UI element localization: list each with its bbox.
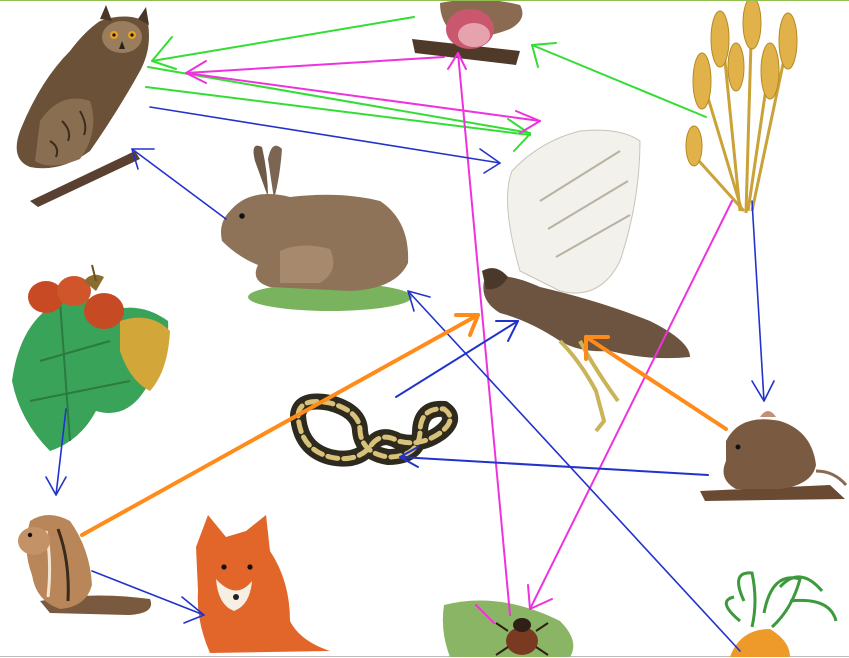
fox-icon <box>196 515 330 653</box>
owl-icon <box>17 5 149 207</box>
songbird-icon <box>412 1 522 65</box>
arrow-green <box>532 43 706 117</box>
snake-icon <box>298 402 450 459</box>
arrow-blue <box>752 201 774 401</box>
arrow-blue <box>132 149 226 219</box>
arrow-magenta <box>448 53 510 615</box>
arrow-blue <box>150 107 500 173</box>
carrot-icon <box>726 573 836 657</box>
beetle-icon <box>443 601 573 657</box>
arrow-blue <box>400 447 708 475</box>
chipmunk-icon <box>18 515 151 615</box>
food-web-canvas <box>0 1 849 658</box>
arrow-blue <box>396 321 518 397</box>
rabbit-icon <box>221 146 412 311</box>
wheat-icon <box>686 1 797 213</box>
arrow-green <box>146 67 530 151</box>
acorn-leaf-icon <box>12 265 170 451</box>
